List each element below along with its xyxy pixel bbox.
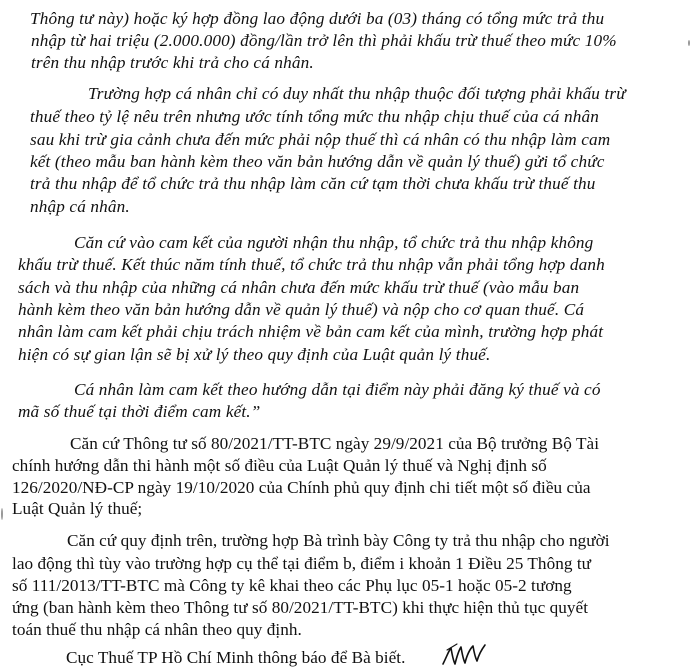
- text-line: Thông tư này) hoặc ký hợp đồng lao động dưới ba (03) tháng có tổng mức trả thu: [30, 9, 605, 28]
- text-line: Căn cứ Thông tư số 80/2021/TT-BTC ngày 29/9/2021 của Bộ trưởng Bộ Tài: [70, 434, 600, 453]
- text-line: kết (theo mẫu ban hành kèm theo văn bản hướng dẫn về quản lý thuế) gửi tổ chức: [30, 152, 605, 171]
- text-line: trên thu nhập trước khi trả cho cá nhân.: [31, 53, 314, 72]
- signature-mark: [441, 642, 487, 668]
- text-line: lao động thì tùy vào trường hợp cụ thể tại điểm b, điểm i khoản 1 Điều 25 Thông tư: [12, 554, 592, 573]
- text-line: Trường hợp cá nhân chỉ có duy nhất thu nhập thuộc đối tượng phải khấu trừ: [88, 84, 626, 103]
- text-line: 126/2020/NĐ-CP ngày 19/10/2020 của Chính phủ quy định chi tiết một số điều của: [12, 478, 591, 497]
- scan-speck: [1, 508, 3, 520]
- text-line: trả thu nhập để tổ chức trả thu nhập làm căn cứ tạm thời chưa khấu trừ thuế thu: [30, 174, 596, 193]
- text-line: sau khi trừ gia cảnh chưa đến mức phải nộp thuế thì cá nhân có thu nhập làm cam: [30, 130, 611, 149]
- text-line: Cục Thuế TP Hồ Chí Minh thông báo để Bà biết.: [66, 648, 406, 667]
- text-line: nhân làm cam kết phải chịu trách nhiệm về bản cam kết của mình, trường hợp phát: [18, 322, 604, 341]
- text-line: hành kèm theo văn bản hướng dẫn về quản lý thuế) và nộp cho cơ quan thuế. Cá: [18, 300, 585, 319]
- text-line: nhập cá nhân.: [30, 197, 130, 216]
- text-line: chính hướng dẫn thi hành một số điều của Luật Quản lý thuế và Nghị định số: [12, 456, 547, 475]
- text-line: Căn cứ quy định trên, trường hợp Bà trình bày Công ty trả thu nhập cho người: [67, 531, 610, 550]
- text-line: Luật Quản lý thuế;: [12, 499, 143, 518]
- text-line: khấu trừ thuế. Kết thúc năm tính thuế, tổ chức trả thu nhập vẫn phải tổng hợp danh: [18, 255, 605, 274]
- text-line: Cá nhân làm cam kết theo hướng dẫn tại điểm này phải đăng ký thuế và có: [74, 380, 601, 399]
- text-line: mã số thuế tại thời điểm cam kết.”: [18, 402, 261, 421]
- scan-speck: [688, 40, 690, 46]
- text-line: ứng (ban hành kèm theo Thông tư số 80/2021/TT-BTC) khi thực hiện thủ tục quyết: [12, 598, 589, 617]
- text-line: sách và thu nhập của những cá nhân chưa đến mức khấu trừ thuế (vào mẫu ban: [18, 278, 580, 297]
- text-line: nhập từ hai triệu (2.000.000) đồng/lần trở lên thì phải khấu trừ thuế theo mức 10%: [31, 31, 617, 50]
- text-line: thuế theo tỷ lệ nêu trên nhưng ước tính tổng mức thu nhập chịu thuế của cá nhân: [30, 107, 599, 126]
- text-line: toán thuế thu nhập cá nhân theo quy định.: [12, 620, 302, 639]
- text-line: số 111/2013/TT-BTC mà Công ty kê khai theo các Phụ lục 05-1 hoặc 05-2 tương: [12, 576, 572, 595]
- text-line: hiện có sự gian lận sẽ bị xử lý theo quy định của Luật quản lý thuế.: [18, 345, 491, 364]
- text-line: Căn cứ vào cam kết của người nhận thu nhập, tổ chức trả thu nhập không: [74, 233, 594, 252]
